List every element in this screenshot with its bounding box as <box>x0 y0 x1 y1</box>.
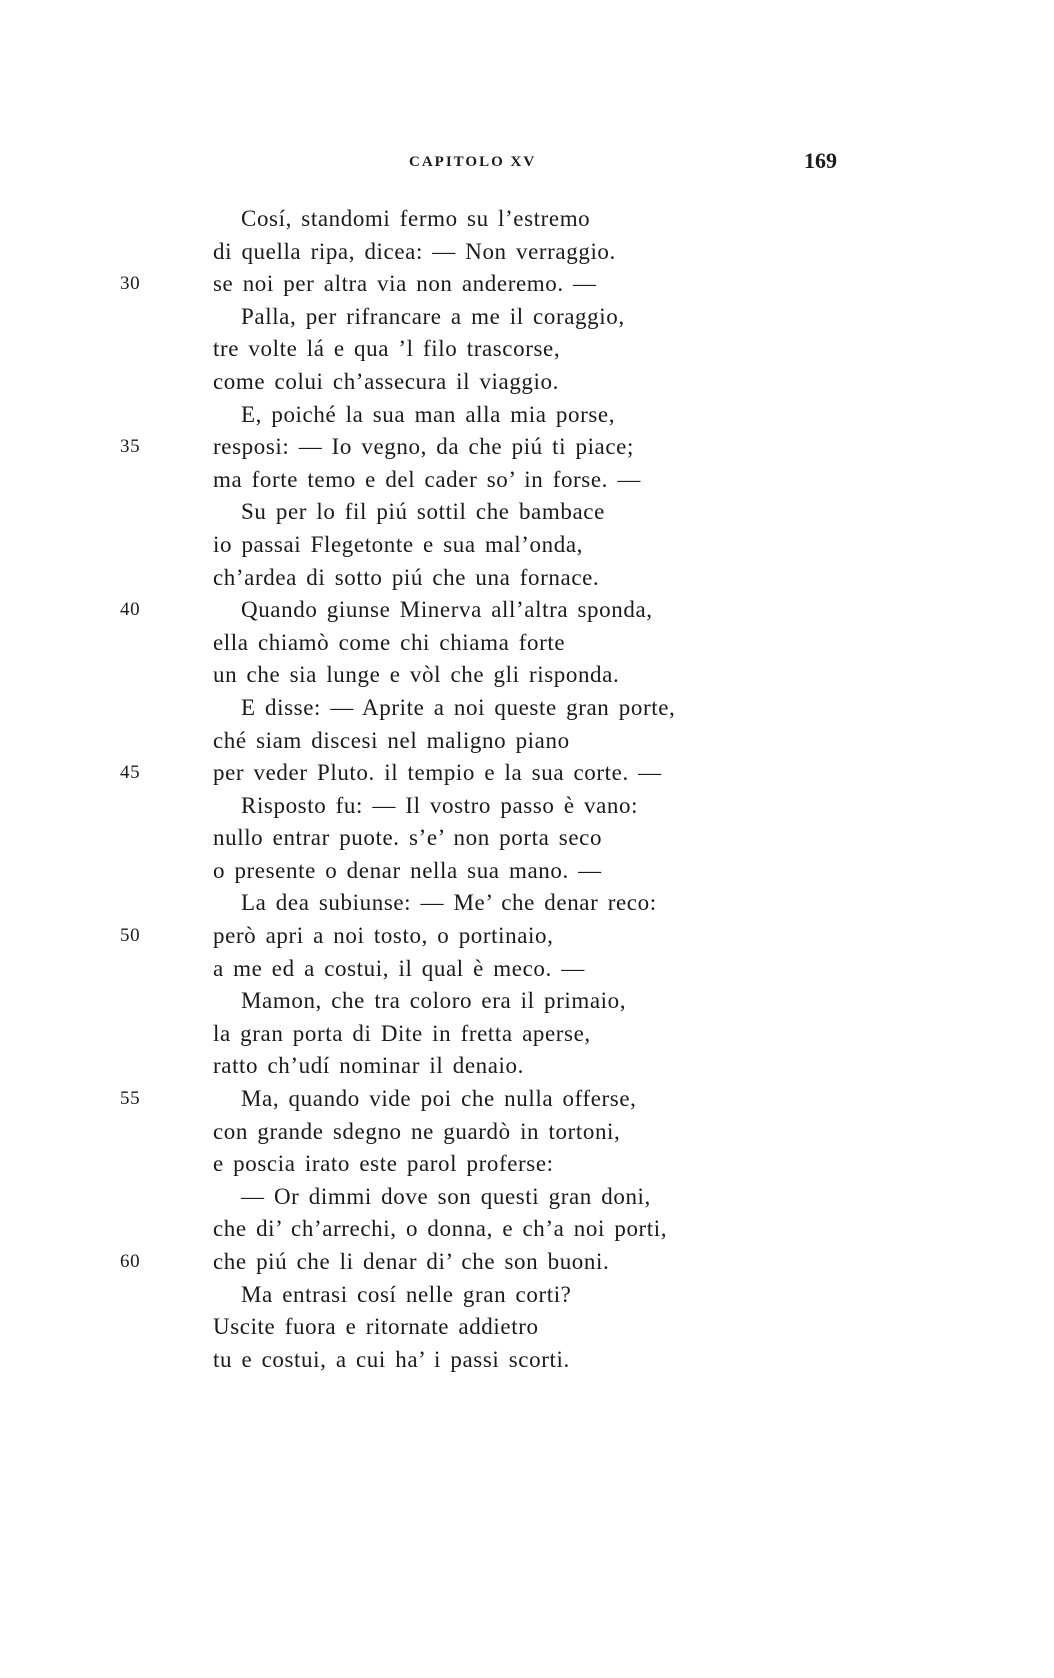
line-number: 45 <box>120 762 141 784</box>
verse-text: La dea subiunse: — Me’ che denar reco: <box>241 890 657 916</box>
chapter-title: CAPITOLO XV <box>409 154 537 170</box>
verse-line <box>0 953 1054 986</box>
verse-text: un che sia lunge e vòl che gli risponda. <box>213 662 620 688</box>
verse-line <box>0 464 1054 497</box>
verse-line <box>0 594 1054 627</box>
verse-text: Su per lo fil piú sottil che bambace <box>241 499 605 525</box>
line-number: 40 <box>120 599 141 621</box>
line-number: 55 <box>120 1088 141 1110</box>
verse-text: resposi: — Io vegno, da che piú ti piace; <box>213 434 634 460</box>
verse-text: per veder Pluto. il tempio e la sua corte. — <box>213 760 662 786</box>
verse-text: o presente o denar nella sua mano. — <box>213 857 602 883</box>
verse-text: ché siam discesi nel maligno piano <box>213 727 570 753</box>
verse-text: Quando giunse Minerva all’altra sponda, <box>241 597 653 623</box>
verse-text: con grande sdegno ne guardò in tortoni, <box>213 1118 621 1144</box>
verse-text: tu e costui, a cui ha’ i passi scorti. <box>213 1346 570 1372</box>
line-number: 50 <box>120 925 141 947</box>
running-head <box>0 148 1054 178</box>
verse-line <box>0 1344 1054 1377</box>
verse-line <box>0 757 1054 790</box>
verse-line <box>0 529 1054 562</box>
verse-line <box>0 1279 1054 1312</box>
verse-line <box>0 1083 1054 1116</box>
verse-text: E, poiché la sua man alla mia porse, <box>241 401 616 427</box>
verse-text: Risposto fu: — Il vostro passo è vano: <box>241 792 639 818</box>
verse-line <box>0 1116 1054 1149</box>
verse-line <box>0 887 1054 920</box>
verse-text: e poscia irato este parol proferse: <box>213 1151 554 1177</box>
verse-line <box>0 301 1054 334</box>
verse-line <box>0 562 1054 595</box>
verse-line <box>0 790 1054 823</box>
verse-text: Palla, per rifrancare a me il coraggio, <box>241 303 625 329</box>
line-number: 35 <box>120 436 141 458</box>
verse-line <box>0 920 1054 953</box>
poem-body <box>0 203 1054 1376</box>
verse-line <box>0 268 1054 301</box>
verse-line <box>0 1246 1054 1279</box>
verse-line <box>0 203 1054 236</box>
verse-text: come colui ch’assecura il viaggio. <box>213 368 559 394</box>
verse-line <box>0 496 1054 529</box>
verse-text: a me ed a costui, il qual è meco. — <box>213 955 585 981</box>
verse-text: ch’ardea di sotto piú che una fornace. <box>213 564 600 590</box>
verse-line <box>0 822 1054 855</box>
verse-line <box>0 692 1054 725</box>
verse-text: io passai Flegetonte e sua mal’onda, <box>213 531 584 557</box>
verse-line <box>0 431 1054 464</box>
verse-text: Mamon, che tra coloro era il primaio, <box>241 988 627 1014</box>
verse-text: nullo entrar puote. s’e’ non porta seco <box>213 825 603 851</box>
verse-text: Ma entrasi cosí nelle gran corti? <box>241 1281 572 1307</box>
verse-text: ella chiamò come chi chiama forte <box>213 629 566 655</box>
verse-line <box>0 399 1054 432</box>
verse-line <box>0 1050 1054 1083</box>
verse-line <box>0 1213 1054 1246</box>
verse-line <box>0 855 1054 888</box>
verse-text: la gran porta di Dite in fretta aperse, <box>213 1020 591 1046</box>
page-number: 169 <box>804 148 837 173</box>
line-number: 30 <box>120 273 141 295</box>
verse-text: Ma, quando vide poi che nulla offerse, <box>241 1086 637 1112</box>
verse-line <box>0 333 1054 366</box>
verse-line <box>0 627 1054 660</box>
verse-text: tre volte lá e qua ’l filo trascorse, <box>213 336 561 362</box>
verse-text: che di’ ch’arrechi, o donna, e ch’a noi porti, <box>213 1216 668 1242</box>
verse-text: però apri a noi tosto, o portinaio, <box>213 923 554 949</box>
verse-text: E disse: — Aprite a noi queste gran porte, <box>241 694 676 720</box>
verse-line <box>0 725 1054 758</box>
verse-line <box>0 1018 1054 1051</box>
verse-line <box>0 366 1054 399</box>
verse-text: di quella ripa, dicea: — Non verraggio. <box>213 238 616 264</box>
verse-line <box>0 659 1054 692</box>
verse-text: Uscite fuora e ritornate addietro <box>213 1314 539 1340</box>
verse-line <box>0 1181 1054 1214</box>
verse-text: se noi per altra via non anderemo. — <box>213 271 597 297</box>
verse-text: che piú che li denar di’ che son buoni. <box>213 1249 610 1274</box>
verse-line <box>0 1311 1054 1344</box>
verse-text: Cosí, standomi fermo su l’estremo <box>241 206 591 231</box>
verse-text: ma forte temo e del cader so’ in forse. — <box>213 466 641 492</box>
verse-line <box>0 985 1054 1018</box>
verse-text: ratto ch’udí nominar il denaio. <box>213 1053 524 1079</box>
verse-line <box>0 1148 1054 1181</box>
verse-line <box>0 236 1054 269</box>
verse-text: — Or dimmi dove son questi gran doni, <box>241 1183 651 1209</box>
line-number: 60 <box>120 1251 141 1272</box>
